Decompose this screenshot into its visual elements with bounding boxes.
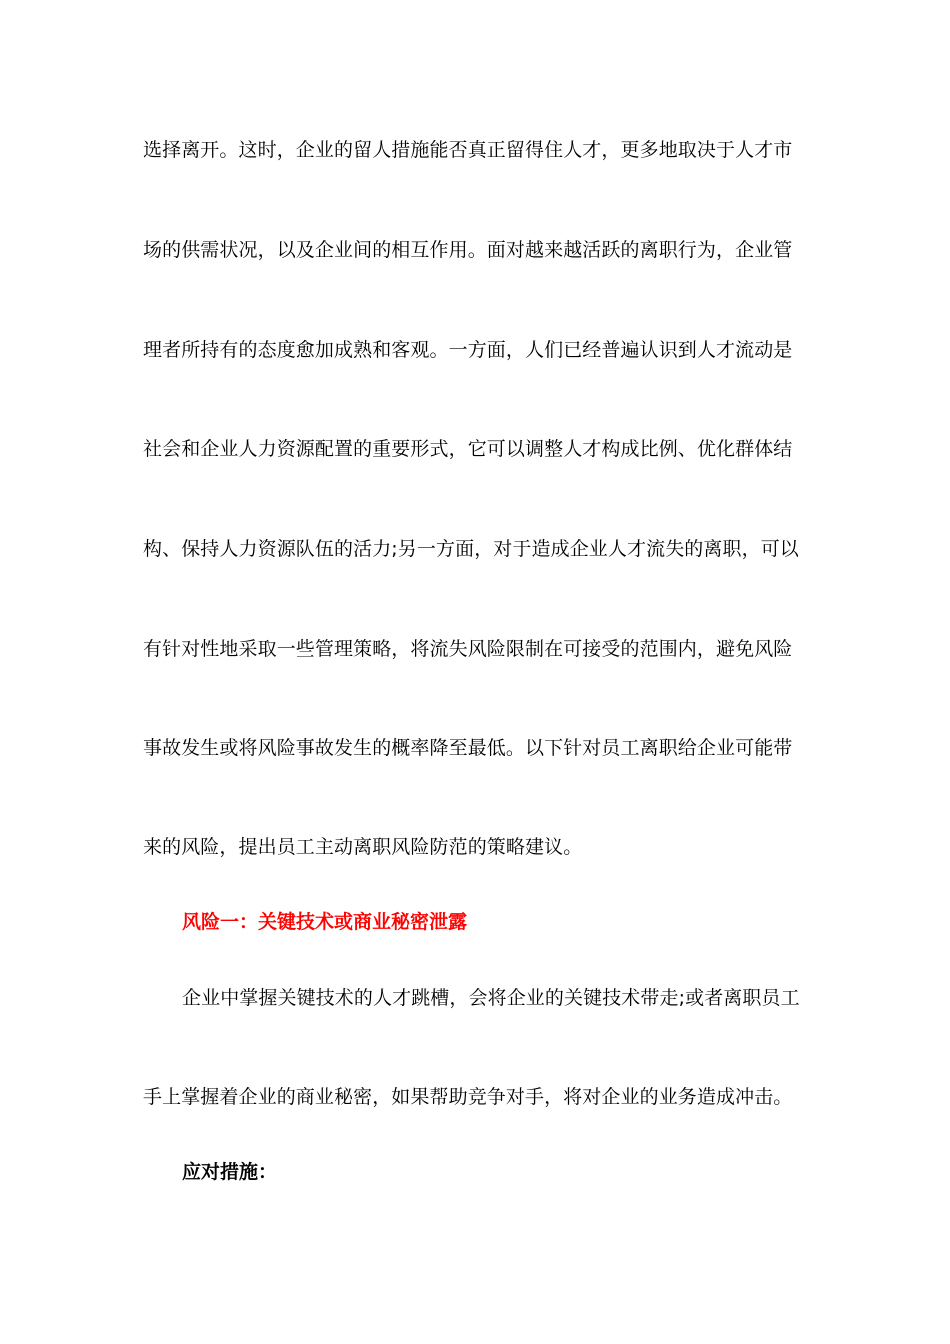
paragraph-line: 选择离开。这时，企业的留人措施能否真正留得住人才，更多地取决于人才市 — [143, 139, 793, 161]
risk-one-heading: 风险一：关键技术或商业秘密泄露 — [182, 911, 468, 933]
paragraph-line: 企业中掌握关键技术的人才跳槽，会将企业的关键技术带走;或者离职员工 — [182, 987, 800, 1009]
paragraph-line: 事故发生或将风险事故发生的概率降至最低。以下针对员工离职给企业可能带 — [143, 737, 793, 759]
measures-heading: 应对措施： — [182, 1161, 278, 1183]
paragraph-line: 有针对性地采取一些管理策略，将流失风险限制在可接受的范围内，避免风险 — [143, 638, 793, 660]
paragraph-line: 手上掌握着企业的商业秘密，如果帮助竞争对手，将对企业的业务造成冲击。 — [143, 1086, 793, 1108]
paragraph-line: 场的供需状况，以及企业间的相互作用。面对越来越活跃的离职行为，企业管 — [143, 239, 793, 261]
paragraph-line: 社会和企业人力资源配置的重要形式，它可以调整人才构成比例、优化群体结 — [143, 438, 793, 460]
paragraph-line: 理者所持有的态度愈加成熟和客观。一方面，人们已经普遍认识到人才流动是 — [143, 339, 793, 361]
paragraph-line: 来的风险，提出员工主动离职风险防范的策略建议。 — [143, 836, 583, 858]
paragraph-line: 构、保持人力资源队伍的活力;另一方面，对于造成企业人才流失的离职，可以 — [143, 538, 799, 560]
